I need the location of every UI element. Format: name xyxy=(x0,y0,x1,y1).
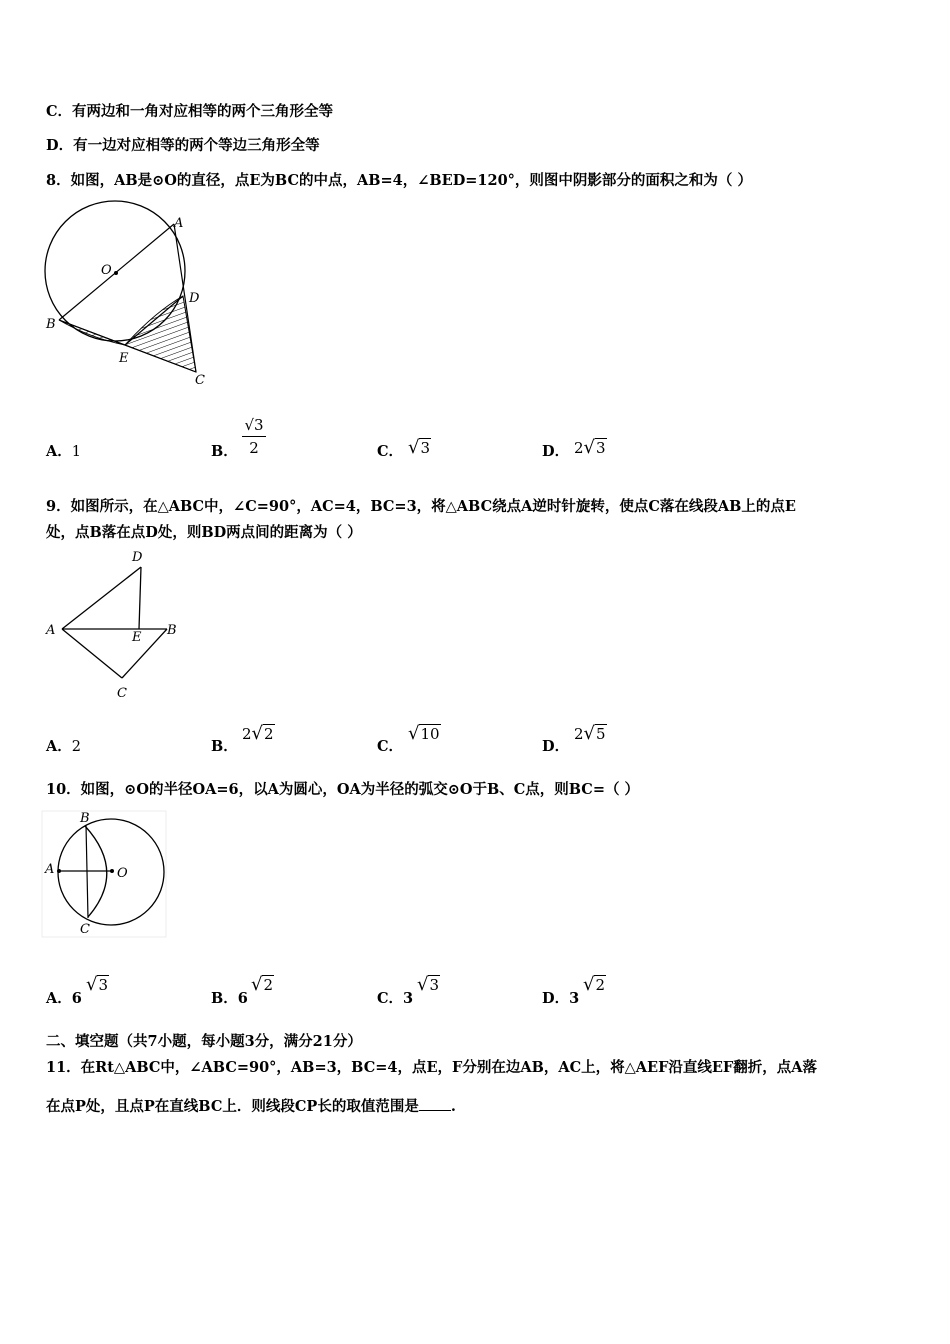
q10-option-a-label: A．6 xyxy=(46,990,82,1007)
q9-option-c-value: √10 xyxy=(408,723,440,744)
q9-label-d: D xyxy=(132,550,143,565)
q10-point-o xyxy=(110,869,114,873)
q8-option-b-fraction: √3 2 xyxy=(242,416,266,457)
q9-label-e: E xyxy=(132,630,142,645)
q10-option-d-value: √2 xyxy=(583,974,606,995)
q8-option-d-value: 2√3 xyxy=(574,437,606,458)
q9-option-a: A．2 xyxy=(46,738,81,755)
q10-option-d-label: D．3 xyxy=(542,990,580,1007)
q10-option-c-value: √3 xyxy=(417,974,440,995)
q8-option-d-label: D． xyxy=(542,443,570,460)
q10-label-a: A xyxy=(45,862,55,877)
q9-segment-cb xyxy=(122,629,167,678)
q10-figure xyxy=(40,805,170,940)
q8-option-c-value: √3 xyxy=(408,437,431,458)
q8-text: 8．如图，AB是⊙O的直径，点E为BC的中点，AB=4，∠BED=120°，则图中阴影部分的面积之和为（ ） xyxy=(46,172,752,189)
q10-option-b-value: √2 xyxy=(251,974,274,995)
q10-label-c: C xyxy=(80,922,90,937)
q9-segment-ad xyxy=(62,567,141,629)
q9-text-2: 处，点B落在点D处，则BD两点间的距离为（ ） xyxy=(46,524,362,541)
q10-figure-border xyxy=(42,811,166,937)
q8-label-b: B xyxy=(46,317,56,332)
q10-text: 10．如图，⊙O的半径OA=6，以A为圆心，OA为半径的弧交⊙O于B、C点，则BC=（ ） xyxy=(46,781,640,798)
q9-label-c: C xyxy=(117,686,127,701)
q8-label-o: O xyxy=(101,263,112,278)
q9-option-b-value: 2√2 xyxy=(242,723,274,744)
q9-figure xyxy=(40,545,190,705)
q10-point-a xyxy=(57,869,61,873)
q9-segment-de xyxy=(139,567,141,629)
q10-label-o: O xyxy=(117,866,128,881)
q10-option-b-label: B．6 xyxy=(211,990,248,1007)
q8-label-a: A xyxy=(174,216,184,231)
option-d-prev: D．有一边对应相等的两个等边三角形全等 xyxy=(46,137,320,154)
q8-option-a: A．1 xyxy=(46,443,81,460)
q9-option-d-value: 2√5 xyxy=(574,723,606,744)
q8-shade-right xyxy=(125,296,196,372)
q10-option-a-value: √3 xyxy=(86,974,109,995)
q9-option-c-label: C． xyxy=(377,738,404,755)
q8-option-c-label: C． xyxy=(377,443,404,460)
q9-label-b: B xyxy=(167,623,177,638)
q8-center-dot xyxy=(114,271,118,275)
q10-label-b: B xyxy=(80,811,90,826)
q9-option-b-label: B． xyxy=(211,738,238,755)
q9-segment-ac xyxy=(62,629,122,678)
q9-option-d-label: D． xyxy=(542,738,570,755)
q11-answer-blank[interactable] xyxy=(419,1096,451,1111)
q11-text-2: 在点P处，且点P在直线BC上．则线段CP长的取值范围是 . xyxy=(46,1098,456,1115)
q8-label-e: E xyxy=(119,351,129,366)
q8-figure xyxy=(40,200,220,390)
section-heading: 二、填空题（共7小题，每小题3分，满分21分） xyxy=(46,1033,362,1050)
option-c-prev: C．有两边和一角对应相等的两个三角形全等 xyxy=(46,103,334,120)
q8-option-b-label: B． xyxy=(211,443,238,460)
q8-label-c: C xyxy=(195,373,205,388)
q11-text-1: 11．在Rt△ABC中，∠ABC=90°，AB=3，BC=4，点E，F分别在边AB，AC上，将△AEF沿直线EF翻折，点A落 xyxy=(46,1059,817,1076)
q9-text-1: 9．如图所示，在△ABC中，∠C=90°，AC=4，BC=3，将△ABC绕点A逆时针旋转，使点C落在线段AB上的点E xyxy=(46,498,796,515)
q9-label-a: A xyxy=(46,623,56,638)
q10-option-c-label: C．3 xyxy=(377,990,414,1007)
q8-label-d: D xyxy=(189,291,200,306)
q8-shade-left xyxy=(59,320,125,345)
